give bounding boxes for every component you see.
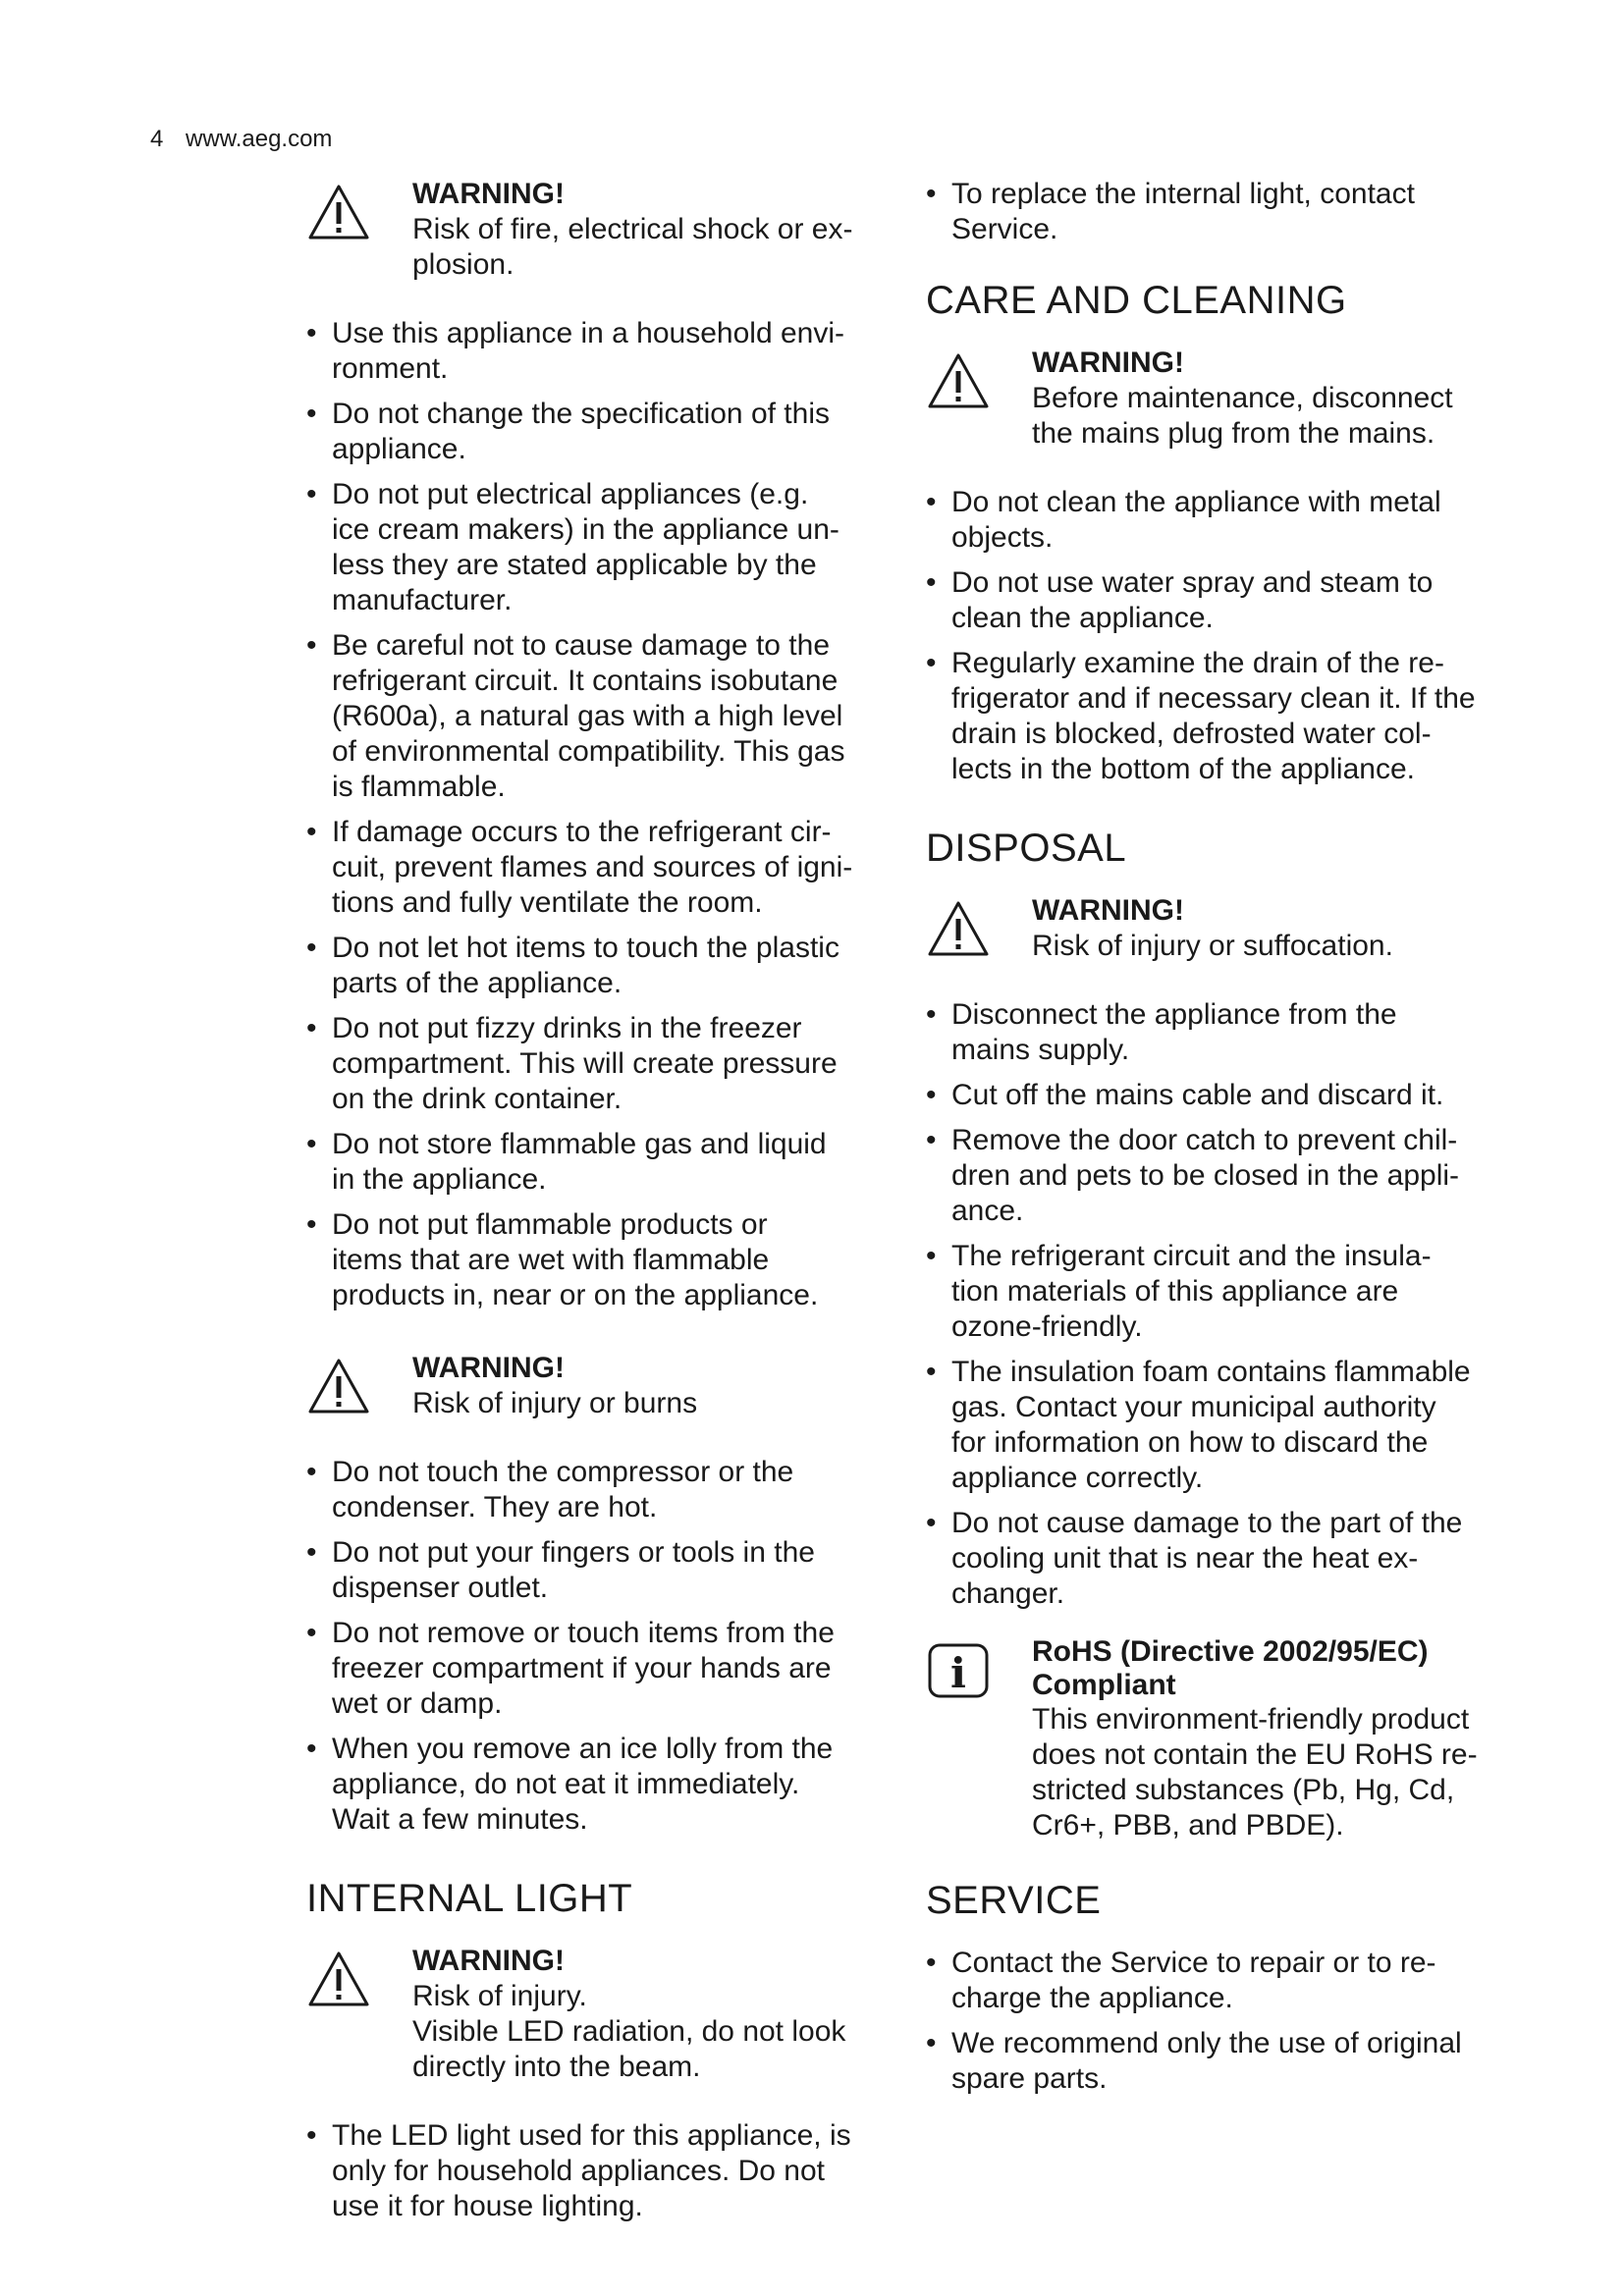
warning-title: WARNING! [412, 1945, 565, 1977]
warning-title: WARNING! [1032, 894, 1184, 927]
bullet-list [926, 1946, 1495, 2097]
text-line: Risk of fire, electrical shock or ex- [412, 213, 853, 245]
warning-text [1032, 381, 1495, 452]
list-item: • Contact the Service to repair or to re- charge the appliance. [926, 1946, 1495, 2016]
text-line: Cr6+, PBB, and PBDE). [1032, 1809, 1344, 1842]
page-number: 4 [150, 126, 164, 152]
list-item: • Do not clean the appliance with metal objects. [926, 485, 1495, 556]
section-heading-service: SERVICE [926, 1879, 1102, 1922]
info-icon [926, 1641, 991, 1700]
right-column [926, 177, 1495, 2134]
list-item: • Regularly examine the drain of the re- frigerator and if necessary clean it. If the drain is blocked, defrosted water col- lects in the bottom of the appliance. [926, 646, 1495, 787]
info-box [926, 1635, 1495, 1843]
list-item: • If damage occurs to the refrigerant cir- cuit, prevent flames and sources of igni- tions and fully ventilate the room. [306, 815, 876, 921]
list-item: • To replace the internal light, contact Service. [926, 177, 1495, 247]
text-line: Before maintenance, disconnect [1032, 382, 1453, 414]
warning-triangle-icon [926, 351, 991, 410]
text-line: Risk of injury or burns [412, 1387, 698, 1419]
bullet-list [926, 485, 1495, 787]
section-heading-disposal: DISPOSAL [926, 827, 1127, 870]
list-item: • Cut off the mains cable and discard it. [926, 1078, 1495, 1113]
page-header [150, 126, 332, 153]
list-item: • The insulation foam contains flammable gas. Contact your municipal authority for information on how to discard the appliance correctly. [926, 1355, 1495, 1496]
list-item: • Do not touch the compressor or the condenser. They are hot. [306, 1455, 876, 1525]
text-line: Risk of injury. [412, 1980, 587, 2012]
warning-box [926, 346, 1495, 452]
text-line: Compliant [1032, 1669, 1176, 1701]
warning-text [1032, 929, 1495, 964]
text-line: Visible LED radiation, do not look [412, 2015, 846, 2048]
text-line: plosion. [412, 248, 514, 281]
list-item: • Do not put fizzy drinks in the freezer compartment. This will create pressure on the drink container. [306, 1011, 876, 1117]
warning-triangle-icon [306, 183, 371, 241]
left-column [306, 177, 876, 2262]
list-item: • The LED light used for this appliance, is only for household appliances. Do not use it for house lighting. [306, 2118, 876, 2224]
list-item: • When you remove an ice lolly from the appliance, do not eat it immediately. Wait a few minutes. [306, 1732, 876, 1838]
bullet-list [306, 316, 876, 1313]
svg-text:i: i [950, 1649, 966, 1697]
bullet-list [306, 2118, 876, 2224]
warning-triangle-icon [306, 1949, 371, 2008]
list-item: • Do not put electrical appliances (e.g. ice cream makers) in the appliance un- less they are stated applicable by the manufacturer. [306, 477, 876, 618]
list-item: • Do not store flammable gas and liquid in the appliance. [306, 1127, 876, 1198]
text-line: This environment-friendly product [1032, 1703, 1470, 1735]
text-line: Risk of injury or suffocation. [1032, 930, 1393, 962]
list-item: • Do not remove or touch items from the freezer compartment if your hands are wet or damp. [306, 1616, 876, 1722]
list-item: • Remove the door catch to prevent chil- dren and pets to be closed in the appli- ance. [926, 1123, 1495, 1229]
list-item: • Use this appliance in a household envi- ronment. [306, 316, 876, 387]
list-item: • Do not use water spray and steam to clean the appliance. [926, 565, 1495, 636]
section-heading-internal-light: INTERNAL LIGHT [306, 1877, 633, 1920]
website: www.aeg.com [186, 126, 333, 152]
warning-box [926, 893, 1495, 964]
warning-title: WARNING! [1032, 347, 1184, 379]
list-item: • Do not put flammable products or items that are wet with flammable products in, near or on the appliance. [306, 1207, 876, 1313]
bullet-list [926, 997, 1495, 1612]
warning-triangle-icon [926, 899, 991, 958]
bullet-list [926, 177, 1495, 247]
list-item: • Be careful not to cause damage to the refrigerant circuit. It contains isobutane (R600a), a natural gas with a high level of environmental compatibility. This gas is flammable. [306, 628, 876, 805]
warning-box [306, 1351, 876, 1421]
bullet-list [306, 1455, 876, 1838]
warning-text [412, 212, 876, 283]
list-item: • Disconnect the appliance from the mains supply. [926, 997, 1495, 1068]
info-title [1032, 1635, 1495, 1702]
text-line: the mains plug from the mains. [1032, 417, 1435, 450]
warning-title: WARNING! [412, 178, 565, 210]
list-item: • We recommend only the use of original spare parts. [926, 2026, 1495, 2097]
warning-text [412, 1979, 876, 2085]
text-line: does not contain the EU RoHS re- [1032, 1738, 1478, 1771]
warning-text [412, 1386, 876, 1421]
list-item: • The refrigerant circuit and the insula- tion materials of this appliance are ozone-friendly. [926, 1239, 1495, 1345]
list-item: • Do not change the specification of this appliance. [306, 397, 876, 467]
warning-box [306, 177, 876, 283]
warning-title: WARNING! [412, 1352, 565, 1384]
list-item: • Do not put your fingers or tools in the dispenser outlet. [306, 1535, 876, 1606]
warning-box [306, 1944, 876, 2085]
list-item: • Do not cause damage to the part of the cooling unit that is near the heat ex- changer. [926, 1506, 1495, 1612]
section-heading-care-and-cleaning: CARE AND CLEANING [926, 279, 1347, 322]
text-line: directly into the beam. [412, 2051, 701, 2083]
info-text [1032, 1702, 1495, 1843]
list-item: • Do not let hot items to touch the plastic parts of the appliance. [306, 931, 876, 1001]
warning-triangle-icon [306, 1357, 371, 1415]
text-line: RoHS (Directive 2002/95/EC) [1032, 1635, 1429, 1668]
text-line: stricted substances (Pb, Hg, Cd, [1032, 1774, 1455, 1806]
